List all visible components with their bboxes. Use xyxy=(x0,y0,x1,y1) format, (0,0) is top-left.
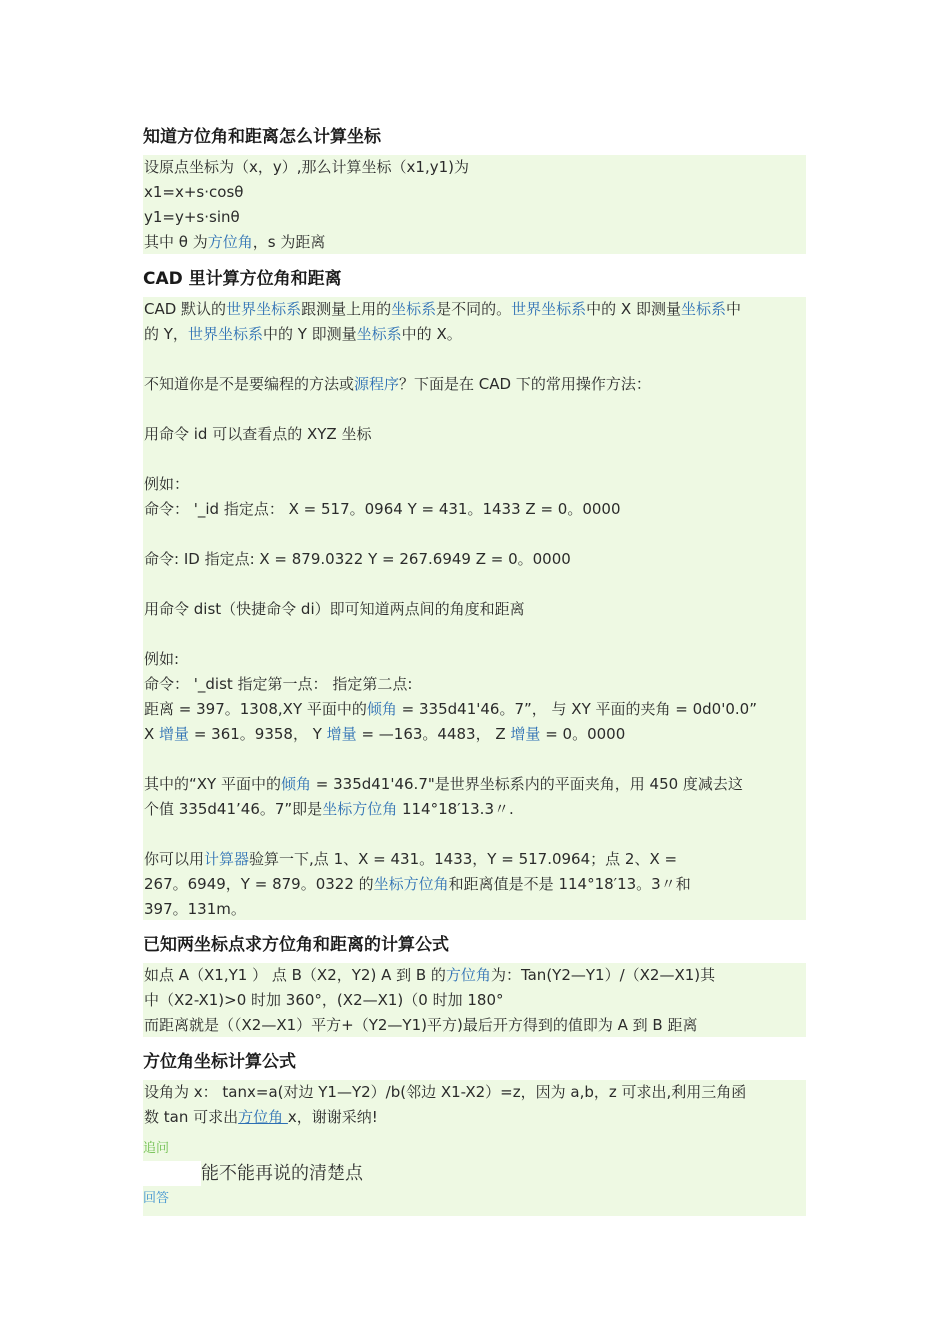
keyword-link[interactable]: 计算器 xyxy=(204,850,250,868)
section-title: 已知两坐标点求方位角和距离的计算公式 xyxy=(143,935,449,955)
answer-line xyxy=(143,697,806,722)
text-run: 的 Y， xyxy=(144,325,188,343)
answer-line xyxy=(143,205,806,230)
answer-lines xyxy=(143,1080,806,1130)
text-run: 跟测量上用的 xyxy=(301,300,392,318)
text-run: 命令： '_id 指定点： X = 517。0964 Y = 431。1433 Z = 0。0000 xyxy=(144,500,621,518)
keyword-link[interactable]: 倾角 xyxy=(366,700,397,718)
answer-box xyxy=(143,297,806,920)
text-run: 中的 Y 即测量 xyxy=(262,325,357,343)
text-run: = 335d41'46。7”， 与 XY 平面的夹角 = 0d0'0.0” xyxy=(396,700,757,718)
keyword-link[interactable]: 方位角 xyxy=(238,1108,288,1126)
answer-line xyxy=(143,1105,806,1130)
text-run: 例如: xyxy=(144,650,180,668)
text-run: X xyxy=(144,725,160,743)
answer-line xyxy=(143,672,806,697)
answer-box xyxy=(143,963,806,1037)
text-run: ？下面是在 CAD 下的常用操作方法： xyxy=(399,375,651,393)
text-run: 是不同的。 xyxy=(436,300,512,318)
text-run: = 0。0000 xyxy=(540,725,626,743)
text-run: 例如： xyxy=(144,475,190,493)
text-run: 中 xyxy=(725,300,741,318)
answer-line xyxy=(143,397,806,422)
keyword-link[interactable]: 坐标方位角 xyxy=(322,800,398,818)
answer-box xyxy=(143,155,806,254)
answer-line xyxy=(143,872,806,897)
text-run: 其中的“XY 平面中的 xyxy=(144,775,281,793)
text-run: 如点 A（X1,Y1 ） 点 B（X2，Y2) A 到 B 的 xyxy=(144,966,446,984)
text-run: 而距离就是（（X2—X1）平方+（Y2—Y1)平方)最后开方得到的值即为 A 到 B 距离 xyxy=(144,1016,698,1034)
text-run: ，s 为距离 xyxy=(252,233,326,251)
text-run: = —163。4483， Z xyxy=(356,725,511,743)
followup-ask-label: 追问 xyxy=(143,1141,170,1156)
answer-line xyxy=(143,647,806,672)
answer-line xyxy=(143,597,806,622)
text-run: 命令: ID 指定点: X = 879.0322 Y = 267.6949 Z = 0。0000 xyxy=(144,550,571,568)
section-title: CAD 里计算方位角和距离 xyxy=(143,269,342,289)
answer-line xyxy=(143,297,806,322)
answer-line xyxy=(143,472,806,497)
text-run: 数 tan 可求出 xyxy=(144,1108,239,1126)
answer-line xyxy=(143,422,806,447)
answer-line xyxy=(143,747,806,772)
text-run: 距离 = 397。1308,XY 平面中的 xyxy=(144,700,367,718)
text-run: 设原点坐标为（x，y）,那么计算坐标（x1,y1)为 xyxy=(144,158,469,176)
text-run: y1=y+s·sinθ xyxy=(144,208,240,226)
keyword-link[interactable]: 坐标方位角 xyxy=(373,875,449,893)
text-run: 用命令 id 可以查看点的 XYZ 坐标 xyxy=(144,425,372,443)
answer-box xyxy=(143,1080,806,1216)
answer-line xyxy=(143,347,806,372)
keyword-link[interactable]: 坐标系 xyxy=(356,325,402,343)
answer-line xyxy=(143,180,806,205)
text-run: 和距离值是不是 114°18′13。3〃和 xyxy=(448,875,691,893)
text-run: 你可以用 xyxy=(144,850,205,868)
text-run: = 335d41'46.7"是世界坐标系内的平面夹角，用 450 度减去这 xyxy=(311,775,743,793)
keyword-link[interactable]: 倾角 xyxy=(280,775,311,793)
followup-answer-label: 回答 xyxy=(143,1191,170,1206)
text-run: 397。131m。 xyxy=(144,900,246,918)
section-title: 方位角坐标计算公式 xyxy=(143,1052,296,1072)
answer-line xyxy=(143,1080,806,1105)
answer-line xyxy=(143,572,806,597)
keyword-link[interactable]: 增量 xyxy=(326,725,357,743)
answer-line xyxy=(143,230,806,255)
answer-line xyxy=(143,722,806,747)
text-run: CAD 默认的 xyxy=(144,300,227,318)
keyword-link[interactable]: 增量 xyxy=(510,725,541,743)
answer-line xyxy=(143,797,806,822)
answer-line xyxy=(143,372,806,397)
text-run: 中（X2-X1)>0 时加 360°，(X2—X1)（0 时加 180° xyxy=(144,991,504,1009)
answer-line xyxy=(143,963,806,988)
keyword-link[interactable]: 坐标系 xyxy=(391,300,437,318)
text-run: 设角为 x： tanx=a(对边 Y1—Y2）/b(邻边 X1-X2）=z，因为 a,b，z 可求出,利用三角函 xyxy=(144,1083,747,1101)
answer-line xyxy=(143,822,806,847)
keyword-link[interactable]: 世界坐标系 xyxy=(187,325,263,343)
answer-line xyxy=(143,522,806,547)
answer-line xyxy=(143,1013,806,1038)
keyword-link[interactable]: 方位角 xyxy=(207,233,253,251)
text-run: 中的 X 即测量 xyxy=(586,300,681,318)
keyword-link[interactable]: 源程序 xyxy=(354,375,400,393)
text-run: 其中 θ 为 xyxy=(144,233,208,251)
text-run: x1=x+s·cosθ xyxy=(144,183,244,201)
text-run: 用命令 dist（快捷命令 di）即可知道两点间的角度和距离 xyxy=(144,600,525,618)
followup-ask-text: 能不能再说的清楚点 xyxy=(201,1163,363,1184)
keyword-link[interactable]: 方位角 xyxy=(445,966,491,984)
keyword-link[interactable]: 世界坐标系 xyxy=(511,300,587,318)
answer-line xyxy=(143,847,806,872)
keyword-link[interactable]: 增量 xyxy=(159,725,190,743)
answer-line xyxy=(143,547,806,572)
text-run: 267。6949，Y = 879。0322 的 xyxy=(144,875,374,893)
text-run: = 361。9358， Y xyxy=(189,725,327,743)
text-run: 为：Tan(Y2—Y1）/（X2—X1)其 xyxy=(490,966,716,984)
answer-line xyxy=(143,897,806,922)
text-run: x，谢谢采纳! xyxy=(287,1108,378,1126)
answer-line xyxy=(143,988,806,1013)
answer-line xyxy=(143,322,806,347)
text-run: 114°18′13.3〃. xyxy=(397,800,514,818)
answer-line xyxy=(143,622,806,647)
answer-line xyxy=(143,155,806,180)
text-run: 不知道你是不是要编程的方法或 xyxy=(144,375,355,393)
answer-line xyxy=(143,497,806,522)
text-run: 验算一下,点 1、X = 431。1433，Y = 517.0964；点 2、X = xyxy=(249,850,678,868)
keyword-link[interactable]: 世界坐标系 xyxy=(226,300,302,318)
keyword-link[interactable]: 坐标系 xyxy=(680,300,726,318)
text-run: 个值 335d41’46。7”即是 xyxy=(144,800,323,818)
text-run: 中的 X。 xyxy=(401,325,462,343)
answer-line xyxy=(143,447,806,472)
answer-line xyxy=(143,772,806,797)
section-title: 知道方位角和距离怎么计算坐标 xyxy=(143,127,381,147)
text-run: 命令： '_dist 指定第一点： 指定第二点: xyxy=(144,675,413,693)
